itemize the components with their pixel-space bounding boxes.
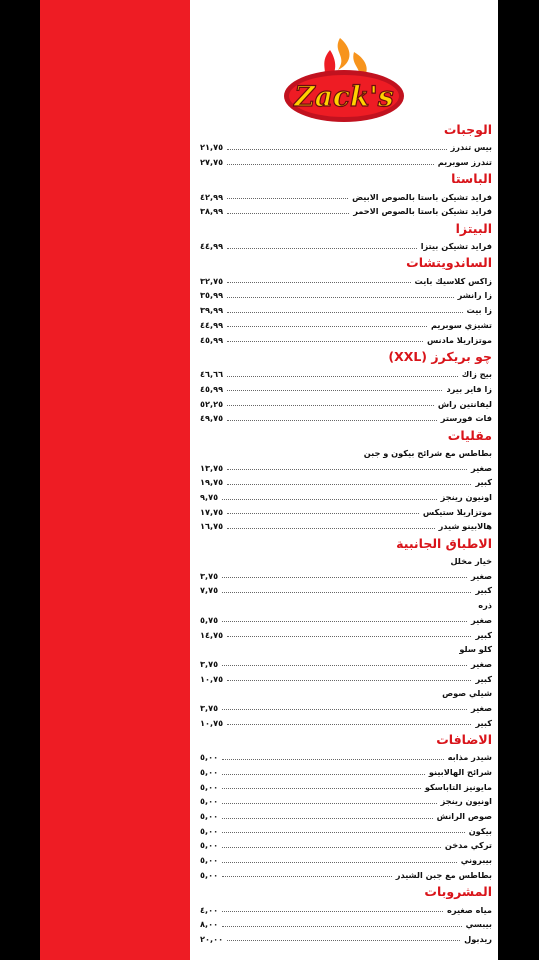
subsection-label: ذره [478, 599, 492, 610]
section-title-text: البيتزا [455, 220, 492, 236]
menu-item-name: كبير [475, 477, 492, 488]
menu-item-name: زا رانشر [457, 290, 492, 301]
menu-item [200, 504, 492, 519]
dotted-leader [227, 390, 442, 391]
logo-text: Zack's [294, 80, 394, 113]
dotted-leader [227, 376, 458, 377]
menu-item [200, 715, 492, 730]
menu-item-price: ٤,٠٠ [200, 904, 219, 915]
menu-item-name: بيس تندرز [450, 142, 492, 153]
menu-item-name: بيبروني [460, 855, 492, 866]
menu-item-price: ٨,٠٠ [200, 919, 219, 930]
section-title-text: الاطباق الجانبية [396, 535, 492, 551]
dotted-leader [222, 759, 444, 760]
menu-item [200, 396, 492, 411]
menu-item-name: هالابينو شيدر [438, 521, 492, 532]
menu-item [200, 140, 492, 155]
dotted-leader [227, 420, 437, 421]
section-title-burgers [200, 347, 492, 367]
menu-item [200, 932, 492, 947]
menu-item-name: مايونيز التاباسكو [424, 781, 492, 792]
section-title-text: چو بريكرز [431, 348, 492, 364]
menu-item-name: موتزاريلا ستيكس [422, 506, 492, 517]
menu-item-name: تشيزي سوبريم [430, 319, 492, 330]
menu-item-name: صغير [471, 658, 492, 669]
menu-item-name: تندرز سوبريم [437, 157, 492, 168]
menu-item [200, 583, 492, 598]
menu-item [200, 838, 492, 853]
menu-item-price: ٣,٧٥ [200, 658, 219, 669]
menu-item [200, 273, 492, 288]
menu-item-name: كبير [475, 717, 492, 728]
menu-item-price: ١٣,٧٥ [200, 462, 224, 473]
dotted-leader [222, 621, 467, 622]
menu-item-name: شرائح الهالابينو [428, 767, 492, 778]
menu-item-name: مياه صغيره [447, 904, 492, 915]
menu-item [200, 701, 492, 716]
menu-item-price: ٤٢,٩٩ [200, 191, 224, 202]
dotted-leader [222, 818, 433, 819]
section-title-text: الباستا [451, 171, 492, 187]
menu-item-price: ٣,٧٥ [200, 570, 219, 581]
menu-item [200, 318, 492, 333]
menu-item-price: ٥,٠٠ [200, 855, 219, 866]
menu-item-price: ١٧,٧٥ [200, 506, 224, 517]
menu-item-price: ١٤,٧٥ [200, 629, 224, 640]
section-title-sandwiches [200, 253, 492, 273]
section-title-fried [200, 426, 492, 446]
menu-item [200, 189, 492, 204]
dotted-leader [222, 788, 421, 789]
menu-item-price: ٣٩,٩٩ [200, 305, 224, 316]
dotted-leader [222, 592, 471, 593]
dotted-leader [227, 724, 471, 725]
menu-item-price: ٢١,٧٥ [200, 142, 224, 153]
section-title-text: الاضافات [436, 732, 492, 747]
subsection-label: بطاطس مع شرائح بيكون و جبن [363, 447, 492, 458]
menu-item [200, 627, 492, 642]
menu-item-name: بطاطس مع جبن الشيدر [395, 869, 492, 880]
menu-item [200, 568, 492, 583]
menu-item-price: ٤٥,٩٩ [200, 383, 224, 394]
menu-item-price: ٣٢,٧٥ [200, 275, 224, 286]
menu-item-name: كبير [475, 673, 492, 684]
menu-item-price: ٥,٠٠ [200, 869, 219, 880]
menu-item-price: ١٠,٧٥ [200, 717, 224, 728]
dotted-leader [227, 149, 446, 150]
dotted-leader [222, 832, 465, 833]
menu-item-price: ٣,٧٥ [200, 702, 219, 713]
dotted-leader [227, 636, 471, 637]
menu-page [40, 0, 498, 960]
menu-item-name: صغير [471, 614, 492, 625]
menu-item-name: زاكس كلاسيك بايت [414, 275, 492, 286]
menu-item-price: ٥,٠٠ [200, 752, 219, 763]
menu-item-name: بيبسي [465, 919, 492, 930]
section-title-en: (XXL) [388, 348, 428, 364]
dotted-leader [227, 213, 349, 214]
section-title-meals [200, 120, 492, 140]
dotted-leader [227, 297, 454, 298]
menu-item [200, 382, 492, 397]
section-title-text: الوجبات [443, 122, 492, 137]
menu-item-price: ٤٦,٦٦ [200, 369, 224, 380]
menu-item-price: ٥,٠٠ [200, 840, 219, 851]
menu-item-name: صغير [471, 462, 492, 473]
dotted-leader [222, 911, 443, 912]
menu-item-name: زا فاير بيرد [446, 383, 492, 394]
subsection-label: خيار مخلل [450, 555, 492, 566]
menu-item-price: ٣٨,٩٩ [200, 206, 224, 217]
dotted-leader [222, 577, 467, 578]
zacks-logo-icon [278, 30, 408, 130]
menu-item [200, 332, 492, 347]
subsection-label: شيلي صوص [442, 687, 492, 698]
dotted-leader [222, 774, 425, 775]
dotted-leader [222, 926, 462, 927]
dotted-leader [227, 164, 434, 165]
dotted-leader [227, 312, 462, 313]
menu-item-name: صغير [471, 702, 492, 713]
menu-item-price: ٤٥,٩٩ [200, 334, 224, 345]
menu-item-name: بيكون [468, 825, 492, 836]
dotted-leader [227, 940, 460, 941]
menu-item-price: ١٦,٧٥ [200, 521, 224, 532]
menu-item [200, 288, 492, 303]
dotted-leader [227, 513, 419, 514]
menu-item [200, 823, 492, 838]
menu-item [200, 750, 492, 765]
menu-item-price: ٥,٧٥ [200, 614, 219, 625]
menu-item [200, 475, 492, 490]
dotted-leader [227, 484, 471, 485]
section-title-drinks [200, 882, 492, 902]
menu-item-price: ١٩,٧٥ [200, 477, 224, 488]
menu-item-price: ٢٧,٧٥ [200, 157, 224, 168]
dotted-leader [222, 665, 467, 666]
menu-item [200, 657, 492, 672]
menu-item [200, 367, 492, 382]
section-title-text: مقليات [447, 427, 492, 443]
dotted-leader [222, 803, 436, 804]
menu-item [200, 917, 492, 932]
dotted-leader [222, 862, 457, 863]
section-title-addons [200, 730, 492, 750]
menu-item-price: ٥,٠٠ [200, 767, 219, 778]
menu-item-name: تركي مدخن [444, 840, 492, 851]
menu-item [200, 868, 492, 883]
menu-item-price: ٩,٧٥ [200, 492, 219, 503]
dotted-leader [227, 341, 423, 342]
menu-item-price: ٣٥,٩٩ [200, 290, 224, 301]
menu-item [200, 794, 492, 809]
menu-item [200, 809, 492, 824]
section-title-text: الساندويتشات [406, 255, 492, 271]
dotted-leader [227, 326, 427, 327]
menu-item-name: شيدر مذابه [447, 752, 492, 763]
menu-item [200, 613, 492, 628]
dotted-leader [222, 709, 467, 710]
menu-item [200, 204, 492, 219]
red-side-band [40, 0, 190, 960]
menu-item-name: موتزاريلا مادنس [426, 334, 492, 345]
menu-item-price: ٥,٠٠ [200, 825, 219, 836]
dotted-leader [222, 847, 441, 848]
menu-item [200, 671, 492, 686]
section-title-sides [200, 534, 492, 554]
menu-item-price: ٤٤,٩٩ [200, 241, 224, 252]
menu-item [200, 902, 492, 917]
menu-item-name: صغير [471, 570, 492, 581]
menu-item [200, 303, 492, 318]
menu-item [200, 155, 492, 170]
menu-item-price: ٥,٠٠ [200, 781, 219, 792]
menu-item-price: ٤٩,٧٥ [200, 413, 224, 424]
menu-item-price: ٥٢,٢٥ [200, 398, 224, 409]
menu-item-name: فرايد تشيكن باستا بالصوص الاحمر [353, 206, 492, 217]
menu-item [200, 853, 492, 868]
menu-item-price: ٢٠,٠٠ [200, 933, 224, 944]
menu-item-price: ٤٤,٩٩ [200, 319, 224, 330]
dotted-leader [227, 198, 348, 199]
menu-item [200, 490, 492, 505]
menu-item-name: ليفانتين راش [437, 398, 492, 409]
section-title-pasta [200, 169, 492, 189]
menu-item-name: كبير [475, 629, 492, 640]
dotted-leader [222, 876, 392, 877]
menu-item [200, 239, 492, 254]
menu-item [200, 460, 492, 475]
menu-item-price: ٥,٠٠ [200, 811, 219, 822]
menu-item-name: فرايد تشيكن باستا بالصوص الابيض [352, 191, 492, 202]
menu-item [200, 519, 492, 534]
dotted-leader [227, 469, 467, 470]
menu-item-name: كبير [475, 585, 492, 596]
menu-item-name: ريدبول [464, 933, 492, 944]
dotted-leader [222, 499, 436, 500]
menu-item-price: ١٠,٧٥ [200, 673, 224, 684]
menu-item-name: بيج زاك [461, 369, 492, 380]
menu-item-name: فات فورستر [440, 413, 492, 424]
menu-item-price: ٧,٧٥ [200, 585, 219, 596]
menu-item-name: زا بيت [466, 305, 492, 316]
menu-item-price: ٥,٠٠ [200, 796, 219, 807]
menu-item-name: اونيون رينجز [440, 492, 492, 503]
section-title-pizza [200, 219, 492, 239]
menu-list [200, 120, 492, 946]
subsection-label: كلو سلو [459, 643, 492, 654]
dotted-leader [227, 528, 434, 529]
menu-item [200, 765, 492, 780]
menu-item-name: فرايد تشيكن بيتزا [420, 241, 492, 252]
dotted-leader [227, 282, 410, 283]
menu-item [200, 779, 492, 794]
dotted-leader [227, 405, 434, 406]
dotted-leader [227, 680, 471, 681]
menu-item-name: اونيون رينجز [440, 796, 492, 807]
section-title-text: المشروبات [424, 884, 492, 900]
menu-item-name: صوص الرانش [436, 811, 492, 822]
menu-item [200, 411, 492, 426]
dotted-leader [227, 248, 417, 249]
